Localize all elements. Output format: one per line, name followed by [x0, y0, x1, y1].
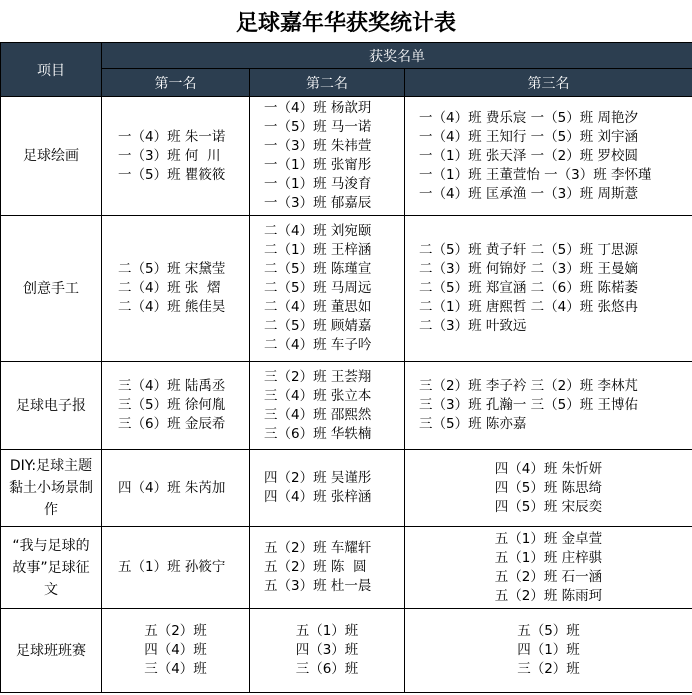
- winner-entry: 一（1）班 张天泽 一（2）班 罗校圆: [419, 147, 639, 164]
- second-place-cell: [250, 362, 405, 450]
- winner-entry: 四（4）班 朱忻妍: [494, 460, 603, 477]
- winner-entry: 五（3）班 杜一晨: [264, 578, 372, 594]
- winner-entry: 一（4）班 朱一诺: [118, 128, 226, 145]
- header-item: 项目: [1, 43, 102, 97]
- winner-entry: 五（1）班 孙筱宁: [118, 559, 226, 575]
- category-label: “我与足球的故事”足球征文: [12, 537, 90, 598]
- table-row: [1, 362, 692, 450]
- award-table: [0, 42, 692, 693]
- first-place-cell: [102, 527, 250, 609]
- table-row: [1, 216, 692, 362]
- winner-entry: 二（5）班 郑宣涵 二（6）班 陈楉萎: [419, 280, 639, 296]
- winner-entry: 一（5）班 马一诺: [264, 119, 372, 135]
- winner-entry: 一（4）班 匡承渔 一（3）班 周斯薏: [419, 185, 639, 202]
- second-place-cell: [250, 609, 405, 693]
- second-place-cell: [250, 527, 405, 609]
- third-place-cell: [405, 97, 692, 216]
- winner-entry: 二（5）班 马周远: [264, 280, 372, 296]
- third-place-cell: [405, 216, 692, 362]
- table-body: [1, 97, 692, 693]
- winner-entry: 二（5）班 黄子轩 二（5）班 丁思源: [419, 242, 639, 258]
- third-place-cell: [405, 527, 692, 609]
- winner-entry: 二（5）班 陈瑾宣: [264, 261, 372, 277]
- winner-entry: 四（4）班 张梓涵: [264, 489, 372, 505]
- winner-entry: 四（4）班 朱芮加: [118, 479, 226, 496]
- winner-entry: 一（5）班 瞿筱筱: [118, 166, 226, 183]
- winner-entry: 三（2）班: [517, 661, 580, 677]
- winner-entry: 五（2）班: [144, 623, 207, 639]
- third-place-cell: [405, 362, 692, 450]
- category-label: 足球绘画: [23, 148, 79, 164]
- category-cell: [1, 362, 102, 450]
- category-label: 足球电子报: [16, 397, 86, 414]
- winner-entry: 五（2）班 石一涵: [494, 568, 603, 585]
- winner-entry: 三（6）班: [295, 661, 359, 677]
- table-row: [1, 97, 692, 216]
- winner-entry: 二（4）班 熊佳昊: [118, 299, 226, 315]
- table-row: [1, 450, 692, 527]
- category-cell: [1, 450, 102, 527]
- winner-entry: 五（1）班 金卓萱: [494, 530, 603, 547]
- winner-entry: 三（4）班 邵熙然: [264, 406, 372, 423]
- winner-entry: 三（5）班 陈亦嘉: [419, 416, 527, 432]
- second-place-cell: [250, 216, 405, 362]
- winner-entry: 三（6）班 华轶楠: [264, 425, 372, 442]
- winner-entry: 一（3）班 郁嘉辰: [264, 195, 372, 211]
- category-cell: [1, 216, 102, 362]
- winner-entry: 四（3）班: [295, 642, 359, 658]
- winner-entry: 二（4）班 张 熠: [118, 280, 221, 296]
- winner-entry: 二（3）班 何锦妤 二（3）班 王曼嫡: [419, 261, 639, 277]
- winner-entry: 五（1）班: [295, 623, 359, 639]
- winner-entry: 二（1）班 唐熙哲 二（4）班 张悠冉: [419, 299, 639, 315]
- first-place-cell: [102, 216, 250, 362]
- winner-entry: 一（4）班 王知行 一（5）班 刘宇涵: [419, 128, 639, 145]
- winner-entry: 五（2）班 陈雨珂: [494, 587, 603, 604]
- winner-entry: 四（5）班 陈思绮: [494, 479, 603, 496]
- winner-entry: 二（1）班 王梓涵: [264, 242, 372, 258]
- winner-entry: 二（4）班 刘宛颐: [264, 223, 372, 239]
- winner-entry: 一（1）班 王董萱怡 一（3）班 李怀瑾: [419, 166, 652, 183]
- winner-entry: 五（2）班 陈 圆: [264, 559, 367, 575]
- first-place-cell: [102, 609, 250, 693]
- winner-entry: 一（3）班 何 川: [118, 147, 221, 164]
- winner-entry: 五（5）班: [517, 623, 580, 639]
- winner-entry: 二（3）班 叶致远: [419, 318, 527, 334]
- table-row: [1, 527, 692, 609]
- header-row-2: [1, 69, 692, 97]
- first-place-cell: [102, 97, 250, 216]
- second-place-cell: [250, 97, 405, 216]
- winner-entry: 二（4）班 车子吟: [264, 337, 372, 353]
- winner-entry: 四（2）班 吴谨彤: [264, 470, 372, 486]
- winner-entry: 三（4）班 陆禹丞: [118, 378, 226, 394]
- winner-entry: 三（4）班 张立本: [264, 387, 372, 404]
- category-label: 创意手工: [23, 280, 79, 297]
- winner-entry: 三（6）班 金辰希: [118, 416, 226, 432]
- second-place-cell: [250, 450, 405, 527]
- header-second: 第二名: [250, 69, 405, 97]
- header-third: 第三名: [405, 69, 692, 97]
- winner-entry: 一（1）班 马浚育: [264, 176, 372, 192]
- winner-entry: 五（2）班 车耀轩: [264, 540, 372, 556]
- winner-entry: 四（5）班 宋辰奕: [494, 498, 603, 515]
- category-cell: [1, 97, 102, 216]
- winner-entry: 三（3）班 孔瀚一 三（5）班 王博佑: [419, 397, 639, 413]
- winner-entry: 三（4）班: [144, 661, 207, 677]
- winner-entry: 一（4）班 杨歆玥: [264, 100, 372, 116]
- category-label: 足球班班赛: [16, 642, 86, 659]
- header-row-1: [1, 43, 692, 69]
- third-place-cell: [405, 609, 692, 693]
- winner-entry: 三（5）班 徐何胤: [118, 397, 226, 413]
- winner-entry: 二（4）班 董思如: [264, 299, 372, 315]
- winner-entry: 一（1）班 张甯彤: [264, 157, 372, 173]
- third-place-cell: [405, 450, 692, 527]
- category-cell: [1, 527, 102, 609]
- first-place-cell: [102, 450, 250, 527]
- sheet-title: 足球嘉年华获奖统计表: [235, 9, 456, 36]
- winner-entry: 一（4）班 费乐宸 一（5）班 周艳汐: [419, 109, 639, 126]
- category-label: DIY:足球主题黏土小场景制作: [9, 458, 93, 518]
- winner-entry: 四（1）班: [517, 642, 580, 658]
- first-place-cell: [102, 362, 250, 450]
- category-cell: [1, 609, 102, 693]
- winner-entry: 三（2）班 李子衿 三（2）班 李林芃: [419, 378, 639, 394]
- winner-entry: 五（1）班 庄梓骐: [494, 549, 603, 566]
- winner-entry: 一（3）班 朱祎萱: [264, 138, 372, 154]
- header-award-list: 获奖名单: [102, 43, 692, 69]
- header-first: 第一名: [102, 69, 250, 97]
- winner-entry: 四（4）班: [144, 642, 207, 658]
- winner-entry: 二（5）班 顾婧嘉: [264, 318, 372, 334]
- winner-entry: 二（5）班 宋黛莹: [118, 261, 226, 277]
- table-row: [1, 609, 692, 693]
- winner-entry: 三（2）班 王荟翔: [264, 368, 372, 385]
